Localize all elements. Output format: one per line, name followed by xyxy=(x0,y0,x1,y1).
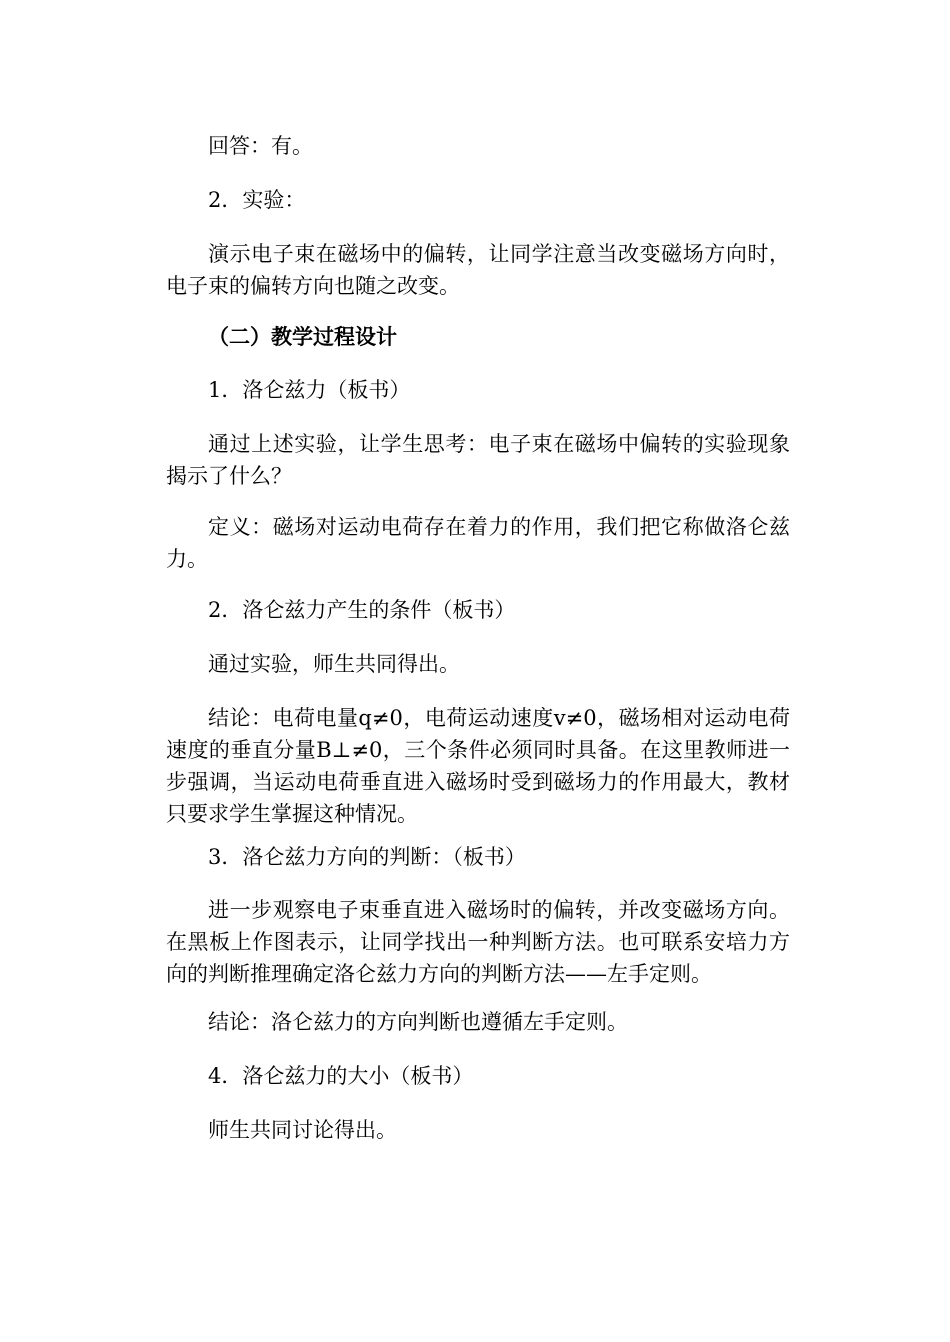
paragraph-thinking: 通过上述实验，让学生思考：电子束在磁场中偏转的实验现象揭示了什么？ xyxy=(166,432,790,488)
paragraph-conclusion-conditions: 结论：电荷电量q≠0，电荷运动速度v≠0，磁场相对运动电荷速度的垂直分量B⊥≠0，三个条件必须同时具备。在这里教师进一步强调，当运动电荷垂直进入磁场时受到磁场力的作用最大，教材只要求学生掌握这种情况。 xyxy=(166,706,790,826)
paragraph-conclusion-direction: 结论：洛仑兹力的方向判断也遵循左手定则。 xyxy=(208,1010,628,1034)
paragraph-definition: 定义：磁场对运动电荷存在着力的作用，我们把它称做洛仑兹力。 xyxy=(166,515,790,571)
paragraph-observation: 进一步观察电子束垂直进入磁场时的偏转，并改变磁场方向。在黑板上作图表示，让同学找出一种判断方法。也可联系安培力方向的判断推理确定洛仑兹力方向的判断方法——左手定则。 xyxy=(166,898,790,986)
paragraph-item-1: 1．洛仑兹力（板书） xyxy=(208,378,411,402)
paragraph-item-2: 2．洛仑兹力产生的条件（板书） xyxy=(208,598,516,622)
paragraph-demo: 演示电子束在磁场中的偏转，让同学注意当改变磁场方向时，电子束的偏转方向也随之改变。 xyxy=(166,242,790,298)
section-heading: （二）教学过程设计 xyxy=(208,324,397,349)
paragraph-experiment-result: 通过实验，师生共同得出。 xyxy=(208,652,460,676)
paragraph-item-4: 4．洛仑兹力的大小（板书） xyxy=(208,1064,474,1088)
paragraph-experiment-title: 2．实验： xyxy=(208,188,306,212)
paragraph-discussion: 师生共同讨论得出。 xyxy=(208,1118,397,1142)
paragraph-answer: 回答：有。 xyxy=(208,134,313,158)
paragraph-item-3: 3．洛仑兹力方向的判断：（板书） xyxy=(208,845,526,869)
